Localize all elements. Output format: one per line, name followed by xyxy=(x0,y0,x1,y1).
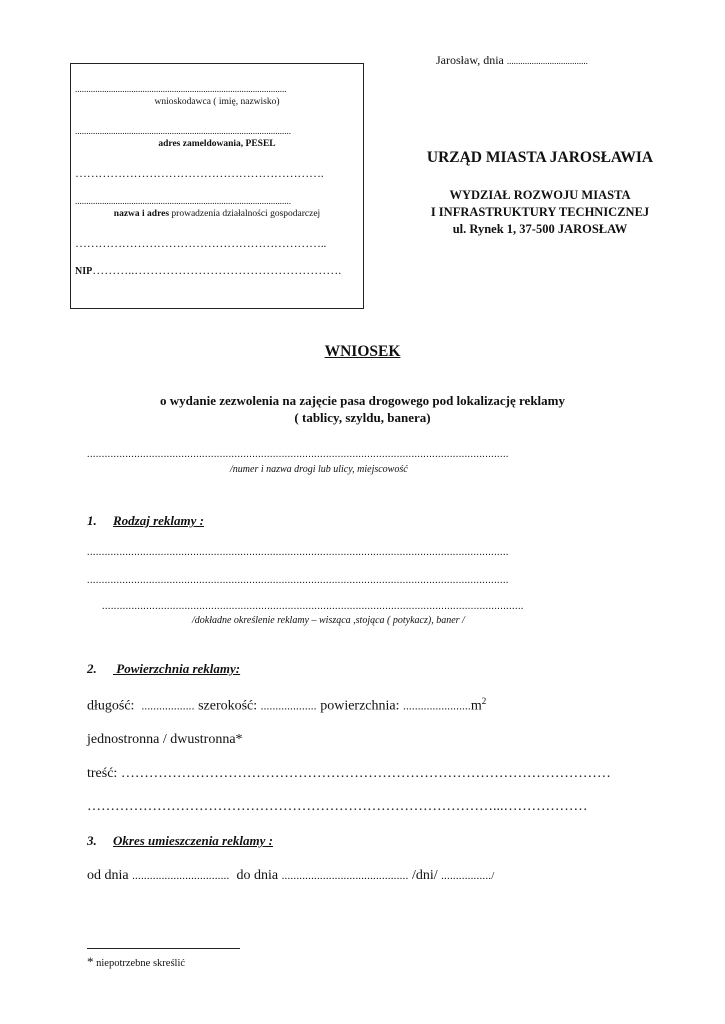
length-field[interactable]: .................. xyxy=(141,700,195,713)
applicant-name-caption: wnioskodawca ( imię, nazwisko) xyxy=(154,97,280,107)
content-field[interactable]: …………………………………………………………………………………………… xyxy=(120,766,611,781)
address-pesel-caption: adres zameldowania, PESEL xyxy=(158,139,276,149)
from-date-field[interactable]: ................................. xyxy=(132,870,230,882)
area-field[interactable]: ....................... xyxy=(403,700,471,713)
road-field[interactable]: ............................................................................................................................................... xyxy=(87,449,509,460)
nip-row xyxy=(75,263,341,278)
section-3-heading: 3. Okres umieszczenia reklamy : xyxy=(87,833,273,848)
business-continuation-field[interactable]: ……………………………………………………….. xyxy=(75,236,327,250)
width-field[interactable]: ................... xyxy=(260,700,317,713)
business-name-address-field[interactable]: ................................................................................................ xyxy=(75,196,291,206)
department-line-2: I INFRASTRUKTURY TECHNICZNEJ xyxy=(430,205,650,219)
to-date-field[interactable]: ........................................... xyxy=(281,870,409,882)
days-field[interactable]: ................./ xyxy=(441,870,495,882)
ad-type-hint: /dokładne określenie reklamy – wisząca ,stojąca ( potykacz), baner / xyxy=(192,615,465,626)
department-line-1: WYDZIAŁ ROZWOJU MIASTA xyxy=(449,188,631,202)
section-1-heading: 1. Rodzaj reklamy : xyxy=(87,513,204,528)
ad-type-field-2[interactable]: ............................................................................................................................................... xyxy=(87,575,509,586)
applicant-name-field[interactable]: .............................................................................................. xyxy=(75,84,287,94)
dimensions-row: długość: .................. szerokość: ................... powierzchnia: $.......................m^2$ xyxy=(87,696,487,714)
date-field[interactable]: .................................... xyxy=(506,56,588,66)
content-label: treść: xyxy=(87,766,118,781)
document-title: WNIOSEK xyxy=(324,343,401,360)
nip-field[interactable]: ………..……………………………………………. xyxy=(92,263,342,277)
period-row: od dnia ................................. do dnia ........................................... /dni/ ................./ xyxy=(87,868,495,883)
applicant-box xyxy=(70,63,364,309)
footnote-divider xyxy=(87,948,240,949)
place-date-label: Jarosław, dnia xyxy=(436,53,504,67)
road-hint: /numer i nazwa drogi lub ulicy, miejscowość xyxy=(230,464,408,475)
footnote: * niepotrzebne skreślić xyxy=(87,954,186,969)
sides-option[interactable]: jednostronna / dwustronna* xyxy=(87,732,243,747)
nip-label: NIP xyxy=(75,266,93,277)
ad-type-field-3[interactable]: ............................................................................................................................................... xyxy=(102,601,524,612)
document-subtitle-1: o wydanie zezwolenia na zajęcie pasa drogowego pod lokalizację reklamy xyxy=(159,393,565,408)
ad-type-field-1[interactable]: ............................................................................................................................................... xyxy=(87,547,509,558)
address-continuation-field[interactable]: ………………………………………………………. xyxy=(75,166,324,180)
office-address: ul. Rynek 1, 37-500 JAROSŁAW xyxy=(452,222,628,236)
place-date xyxy=(436,53,588,68)
business-name-address-caption: nazwa i adres prowadzenia działalności gospodarczej xyxy=(113,209,321,219)
section-2-heading: 2. Powierzchnia reklamy: xyxy=(87,661,241,676)
office-name: URZĄD MIASTA JAROSŁAWIA xyxy=(426,149,654,166)
content-row xyxy=(87,766,611,782)
address-pesel-field[interactable]: ................................................................................................ xyxy=(75,126,291,136)
document-subtitle-2: ( tablicy, szyldu, banera) xyxy=(294,410,431,425)
content-field-2[interactable]: ……………………………………………………………………………...……………… xyxy=(87,799,588,814)
